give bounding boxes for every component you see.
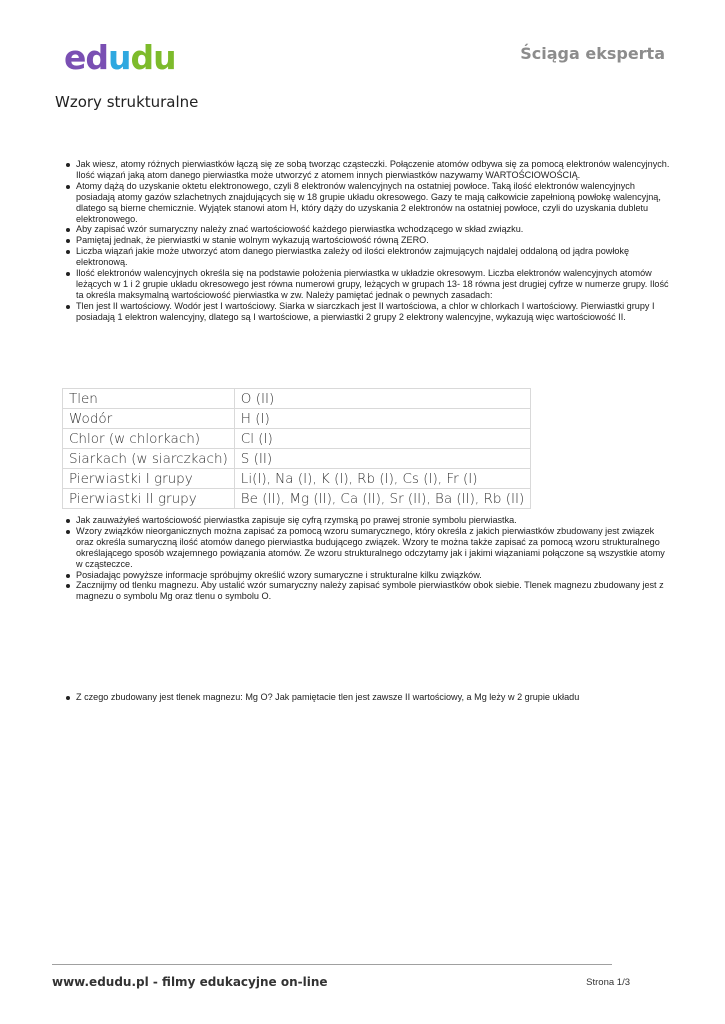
bullet-list bbox=[60, 159, 672, 323]
bullet-icon bbox=[66, 185, 70, 189]
list-item bbox=[60, 301, 672, 323]
logo-letter: u bbox=[108, 38, 131, 77]
logo-letter: d bbox=[85, 38, 109, 77]
list-item bbox=[60, 235, 672, 246]
table-cell-valency: S (II) bbox=[234, 449, 530, 469]
table-cell-element: Siarkach (w siarczkach) bbox=[63, 449, 235, 469]
bullet-icon bbox=[66, 305, 70, 309]
logo-letter: u bbox=[153, 38, 176, 77]
bullet-icon bbox=[66, 574, 70, 578]
table-row bbox=[63, 489, 531, 509]
table-cell-element: Pierwiastki I grupy bbox=[63, 469, 235, 489]
list-item-text: Aby zapisać wzór sumaryczny należy znać wartościowość każdego pierwiastka wchodzącego w skład związku. bbox=[76, 224, 524, 235]
table-row bbox=[63, 469, 531, 489]
table-row bbox=[63, 449, 531, 469]
list-item bbox=[60, 570, 672, 581]
list-item-text: Z czego zbudowany jest tlenek magnezu: Mg O? Jak pamiętacie tlen jest zawsze II wartościowy, a Mg leży w 2 grupie układu bbox=[76, 692, 580, 702]
table-cell-element: Chlor (w chlorkach) bbox=[63, 429, 235, 449]
bullet-icon bbox=[66, 272, 70, 276]
list-item bbox=[60, 692, 672, 703]
bullet-list bbox=[60, 515, 672, 602]
list-item bbox=[60, 526, 672, 570]
table-cell-element: Wodór bbox=[63, 409, 235, 429]
table-cell-valency: Cl (I) bbox=[234, 429, 530, 449]
page-title: Wzory strukturalne bbox=[55, 93, 199, 111]
list-item bbox=[60, 515, 672, 526]
list-item bbox=[60, 268, 672, 301]
page-number: Strona 1/3 bbox=[586, 977, 630, 988]
list-item-text: Ilość elektronów walencyjnych określa się na podstawie położenia pierwiastka w układzie okresowym. Liczba elektronów walencyjnych atomów leżących w 1 i 2 grupie układu okresowego jest równa numerowi grupy, leżących w grupach 13- 18 równa jest drugiej cyfrze w numerze grupy. Ilość ta określa maksymalną wartościowość pierwiastka w zw. Należy pamiętać jednak o pewnych zasadach: bbox=[76, 268, 669, 300]
bullet-icon bbox=[66, 519, 70, 523]
list-item bbox=[60, 181, 672, 225]
valency-table bbox=[62, 388, 531, 509]
bullet-icon bbox=[66, 228, 70, 232]
list-item bbox=[60, 224, 672, 235]
edudu-logo bbox=[64, 38, 176, 77]
table-cell-element: Tlen bbox=[63, 389, 235, 409]
list-item-text: Jak zauważyłeś wartościowość pierwiastka zapisuje się cyfrą rzymską po prawej stronie symbolu pierwiastka. bbox=[76, 515, 517, 525]
list-item-text: Pamiętaj jednak, że pierwiastki w stanie wolnym wykazują wartościowość równą ZERO. bbox=[76, 235, 429, 246]
bullet-icon bbox=[66, 584, 70, 588]
list-item-text: Zacznijmy od tlenku magnezu. Aby ustalić wzór sumaryczny należy zapisać symbole pierwiastków obok siebie. Tlenek magnezu zbudowany jest z magnezu o symbolu Mg oraz tlenu o symbolu O. bbox=[76, 580, 664, 602]
table-row bbox=[63, 409, 531, 429]
table-row bbox=[63, 389, 531, 409]
bullet-icon bbox=[66, 250, 70, 254]
logo-letter: d bbox=[130, 38, 154, 77]
list-item-text: Posiadając powyższe informacje spróbujmy określić wzory sumaryczne i strukturalne kilku związków. bbox=[76, 569, 482, 580]
bullet-icon bbox=[66, 163, 70, 167]
list-item-text: Tlen jest II wartościowy. Wodór jest I wartościowy. Siarka w siarczkach jest II wartościowa, a chlor w chlorkach I wartościowy. Pierwiastki grupy I posiadają 1 elektron walencyjny, dlatego są I wartościowe, a pierwiastki 2 grupy 2 elektrony walencyjne, wykazują więc wartościowość II. bbox=[76, 300, 655, 322]
list-item-text: Atomy dążą do uzyskanie oktetu elektronowego, czyli 8 elektronów walencyjnych na ostatniej powłoce. Taką ilość elektronów walencyjnych posiadają atomy gazów szlachetnych znajdujących się w 18 grupie układu okresowego. Gazy te mają całkowicie zapełnioną powłokę walencyjną, dlatego są bierne chemicznie. Wyjątek stanowi atom H, który dąży do uzyskania 2 elektronów na ostatniej powłoce, czyli do uzyskania dubletu elektronowego. bbox=[76, 180, 661, 224]
table-row bbox=[63, 429, 531, 449]
list-item bbox=[60, 246, 672, 268]
footer-site-link[interactable]: www.edudu.pl - filmy edukacyjne on-line bbox=[52, 975, 328, 989]
bullet-icon bbox=[66, 239, 70, 243]
list-item-text: Liczba wiązań jakie może utworzyć atom danego pierwiastka zależy od ilości elektronów zajmujących najdalej oddaloną od jądra powłokę elektronową. bbox=[76, 246, 629, 268]
bullet-icon bbox=[66, 530, 70, 534]
bullet-list bbox=[60, 692, 672, 703]
logo-letter: e bbox=[64, 38, 86, 77]
table-cell-valency: Be (II), Mg (II), Ca (II), Sr (II), Ba (II), Rb (II) bbox=[234, 489, 530, 509]
table-cell-valency: O (II) bbox=[234, 389, 530, 409]
list-item-text: Jak wiesz, atomy różnych pierwiastków łączą się ze sobą tworząc cząsteczki. Połączenie atomów odbywa się za pomocą elektronów walencyjnych. Ilość wiązań jaką atom danego pierwiastka może utworzyć z atomem innych pierwiastków nazywamy WARTOŚCIOWOŚCIĄ. bbox=[76, 159, 670, 180]
table-cell-valency: H (I) bbox=[234, 409, 530, 429]
list-item bbox=[60, 580, 672, 602]
table-cell-element: Pierwiastki II grupy bbox=[63, 489, 235, 509]
header-caption: Ściąga eksperta bbox=[520, 44, 665, 63]
footer-divider bbox=[52, 964, 612, 965]
bullet-icon bbox=[66, 696, 70, 700]
table-cell-valency: Li(I), Na (I), K (I), Rb (I), Cs (I), Fr (I) bbox=[234, 469, 530, 489]
list-item bbox=[60, 159, 672, 181]
list-item-text: Wzory związków nieorganicznych można zapisać za pomocą wzoru sumarycznego, który określa z jakich pierwiastków zbudowany jest związek oraz określa sumaryczną ilość atomów danego pierwiastka budującego związek. Wzory te można także zapisać za pomocą wzoru strukturalnego określającego sposób wzajemnego powiązania atomów. Ze wzoru strukturalnego odczytamy jak i jakimi wiązaniami połączone są wszystkie atomy w cząsteczce. bbox=[76, 525, 665, 569]
